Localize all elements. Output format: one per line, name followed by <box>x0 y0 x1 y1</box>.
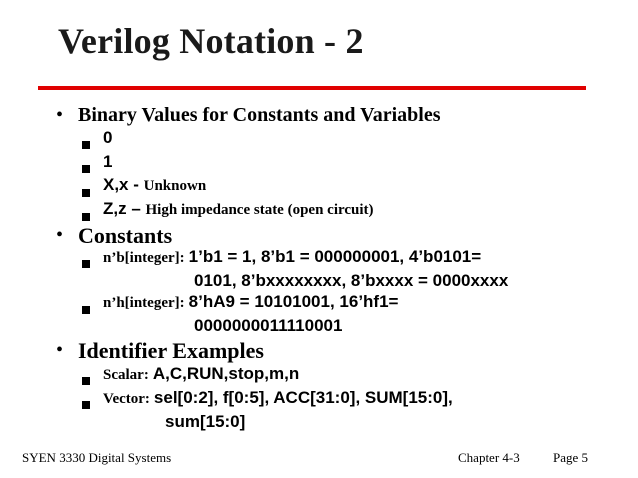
sub-bullet-square <box>82 160 90 178</box>
binary-constant-line2: 0101, 8’bxxxxxxxx, 8’bxxxx = 0000xxxx <box>194 271 509 290</box>
title-divider <box>38 86 586 90</box>
vector-example-line2: sum[15:0] <box>165 412 246 431</box>
value-one: 1 <box>103 152 113 171</box>
hex-constant-label: n’h[integer]: <box>103 295 185 311</box>
footer-chapter: Chapter 4-3 <box>458 450 520 465</box>
vector-values: sel[0:2], f[0:5], ACC[31:0], SUM[15:0], <box>153 388 453 407</box>
scalar-values: A,C,RUN,stop,m,n <box>152 364 300 383</box>
footer-course: SYEN 3330 Digital Systems <box>22 450 172 465</box>
binary-constant-line1 <box>103 247 481 267</box>
sub-bullet-square <box>82 396 90 414</box>
hex-constant-examples: 8’hA9 = 10101001, 16’hf1= <box>188 292 399 311</box>
value-unknown <box>103 175 206 195</box>
bullet-dot: • <box>56 339 64 361</box>
bullet-dot: • <box>56 224 64 246</box>
bullet-binary-values: Binary Values for Constants and Variables <box>78 104 441 126</box>
scalar-label: Scalar: <box>103 367 149 383</box>
value-x-desc: Unknown <box>143 178 207 194</box>
bullet-dot: • <box>56 104 64 126</box>
bullet-identifier-examples: Identifier Examples <box>78 338 264 363</box>
value-z-desc: High impedance state (open circuit) <box>145 202 374 218</box>
value-z-symbol: Z,z – <box>103 199 146 218</box>
bullet-constants: Constants <box>78 223 173 248</box>
value-high-impedance <box>103 199 374 219</box>
binary-constant-examples: 1’b1 = 1, 8’b1 = 000000001, 4’b0101= <box>188 247 482 266</box>
binary-constant-label: n’b[integer]: <box>103 250 185 266</box>
hex-constant-line1 <box>103 292 398 312</box>
scalar-example <box>103 364 299 384</box>
value-x-symbol: X,x - <box>103 175 144 194</box>
sub-bullet-square <box>82 372 90 390</box>
slide-title: Verilog Notation - 2 <box>58 21 364 61</box>
sub-bullet-square <box>82 184 90 202</box>
vector-example-line1 <box>103 388 453 408</box>
sub-bullet-square <box>82 136 90 154</box>
value-zero: 0 <box>103 128 113 147</box>
hex-constant-line2: 0000000011110001 <box>194 316 343 335</box>
sub-bullet-square <box>82 301 90 319</box>
vector-label: Vector: <box>103 391 150 407</box>
footer-page: Page 5 <box>553 450 589 465</box>
sub-bullet-square <box>82 255 90 273</box>
